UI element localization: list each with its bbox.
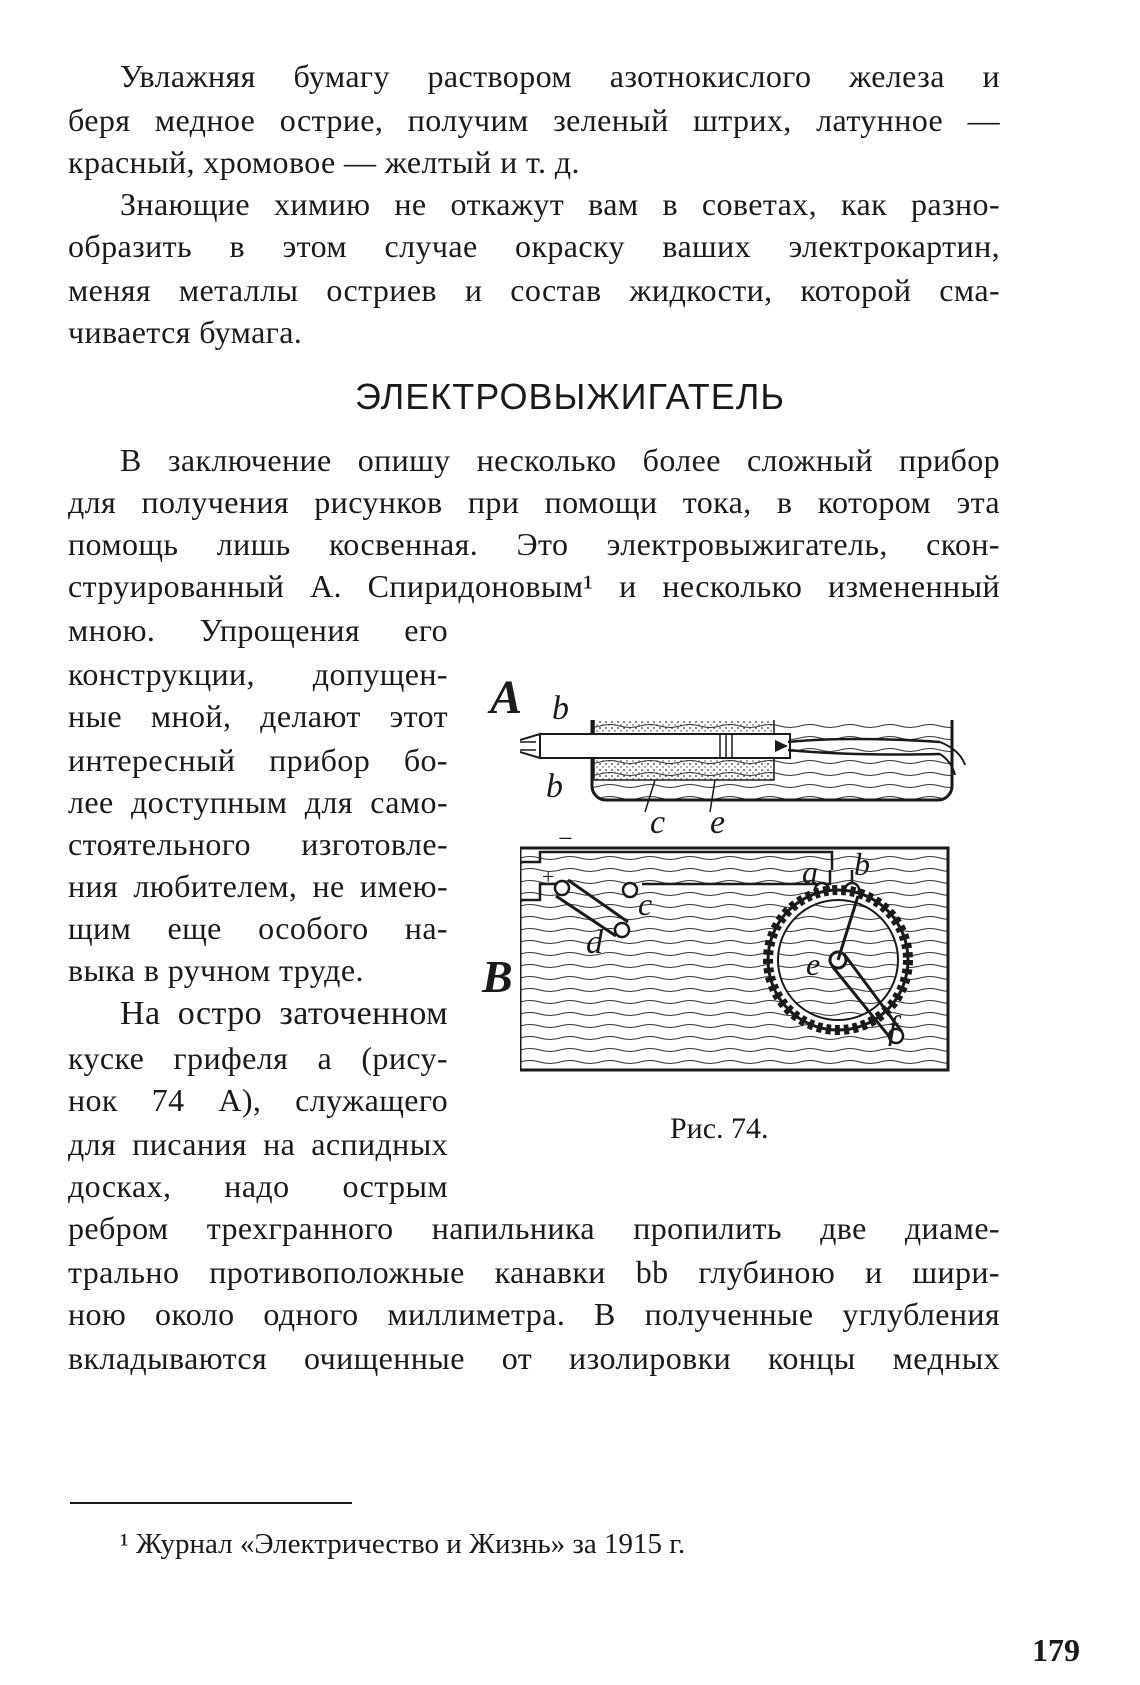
figure-label-a: A [490,671,523,724]
text-line: беря медное острие, получим зеленый штрих, латунное — [68,102,1000,138]
figure-label-e: e [710,804,726,841]
part-a-handle [520,720,965,812]
text-line: образить в этом случае окраску ваших электрокартин, [68,228,1000,264]
figure-label-e2: e [806,946,821,982]
figure-74 [482,671,1040,1180]
page-number: 179 [1032,1632,1080,1668]
figure-label-b2: b [854,846,870,882]
text-line: ною около одного миллиметра. В полученные углубления [68,1296,1000,1332]
figure-label-c2: c [638,886,653,922]
figure-label-a2: a [802,854,818,890]
text-line: ребром трехгранного напильника пропилить две диаме- [68,1210,1000,1246]
text-line: стоятельного изготовле- [68,826,448,862]
figure-label-b-bottom: b [546,768,563,805]
figure-label-b-top: b [552,690,569,727]
text-line: ные мной, делают этот [68,698,448,734]
text-line: струированный А. Спиридоновым¹ и несколько измененный [68,568,1000,604]
footnote: ¹ Журнал «Электричество и Жизнь» за 1915 г. [120,1528,686,1560]
text-line: для получения рисунков при помощи тока, в котором эта [68,484,1000,520]
text-line: выка в ручном труде. [68,952,364,988]
section-heading: ЭЛЕКТРОВЫЖИГАТЕЛЬ [354,376,786,417]
text-line: На остро заточенном [120,995,448,1032]
figure-label-d2: d [586,924,603,961]
text-line: досках, надо острым [68,1168,448,1204]
text-line: конструкции, допущен- [68,656,448,692]
text-line: куске грифеля a (рису- [68,1040,448,1076]
text-line: интересный прибор бо- [68,742,448,778]
text-line: щим еще особого на- [68,910,448,946]
text-line: помощь лишь косвенная. Это электровыжигатель, скон- [68,526,1000,562]
text-line: Увлажняя бумагу раствором азотнокислого железа и [120,58,1000,94]
figure-label-c: c [650,804,666,841]
text-line: мною. Упрощения его [68,612,448,648]
text-line: красный, хромовое — желтый и т. д. [68,144,580,180]
part-b-board [520,848,948,1070]
figure-label-b-part: B [482,951,513,1002]
figure-caption: Рис. 74. [670,1112,769,1145]
text-line: вкладываются очищенные от изолировки концы медных [68,1340,1000,1376]
figure-label-minus: − [558,824,573,853]
text-line: меняя металлы остриев и состав жидкости, которой сма- [68,272,1000,308]
text-line: чивается бумага. [68,314,303,350]
text-line: Знающие химию не откажут вам в советах, как разно- [120,186,1000,222]
footnote-rule [70,1502,352,1504]
text-line: В заключение опишу несколько более сложный прибор [120,442,1000,478]
figure-74-drawing [520,720,1040,1120]
text-line: лее доступным для само- [68,784,448,820]
figure-label-f2: f [888,1010,898,1047]
figure-label-plus: + [542,864,555,889]
text-line: нок 74 A), служащего [68,1082,448,1118]
text-line: ния любителем, не имею- [68,868,448,904]
text-line: трально противоположные канавки bb глубиною и шири- [68,1254,1000,1290]
text-line: для писания на аспидных [68,1126,448,1162]
